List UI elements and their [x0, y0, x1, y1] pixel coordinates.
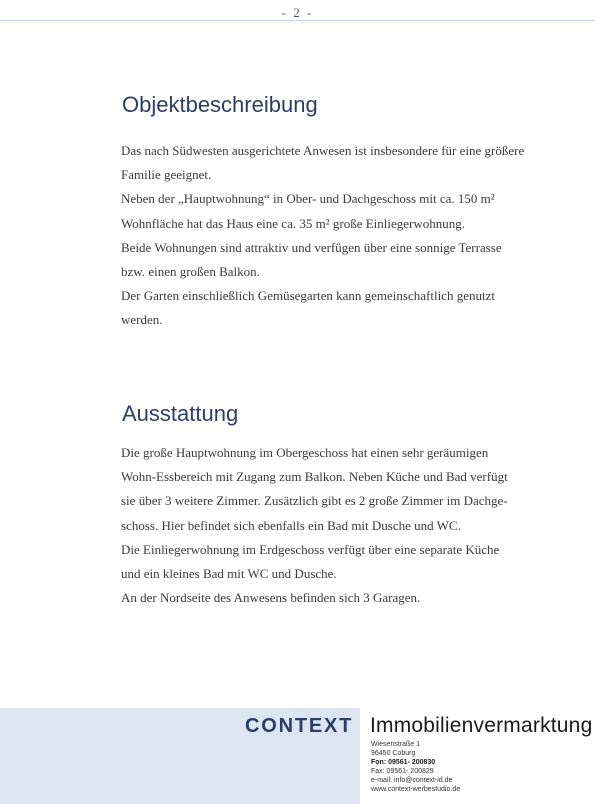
- address-street: Wiesenstraße 1: [371, 741, 421, 748]
- text-line: Wohn-Essbereich mit Zugang zum Balkon. Neben Küche und Bad verfügt: [121, 469, 508, 485]
- text-line: und ein kleines Bad mit WC und Dusche.: [121, 566, 337, 582]
- address-city: 96450 Coburg: [371, 749, 416, 757]
- text-line: An der Nordseite des Anwesens befinden sich 3 Garagen.: [121, 590, 421, 606]
- text-line: Das nach Südwesten ausgerichtete Anwesen ist insbesondere für eine größere: [121, 143, 525, 158]
- text-line: Der Garten einschließlich Gemüsegarten kann gemeinschaftlich genutzt: [121, 288, 495, 304]
- section-heading-objektbeschreibung: Objektbeschreibung: [122, 92, 318, 117]
- section-heading-ausstattung: Ausstattung: [122, 401, 239, 426]
- text-line: werden.: [121, 312, 163, 328]
- objektbeschreibung-text: [121, 139, 541, 333]
- text-line: Die große Hauptwohnung im Obergeschoss hat einen sehr geräumigen: [121, 445, 489, 460]
- text-line: Familie geeignet.: [121, 167, 212, 183]
- text-line: bzw. einen großen Balkon.: [121, 264, 260, 280]
- text-line: sie über 3 weitere Zimmer. Zusätzlich gibt es 2 große Zimmer im Dachge-: [121, 493, 508, 509]
- page-number: - 2 -: [281, 5, 314, 20]
- contact-address: [371, 741, 460, 794]
- text-line: Beide Wohnungen sind attraktiv und verfügen über eine sonnige Terrasse: [121, 239, 502, 255]
- brand-logo-context: CONTEXT: [245, 715, 354, 737]
- text-line: Die Einliegerwohnung im Erdgeschoss verfügt über eine separate Küche: [121, 541, 500, 557]
- text-line: schoss. Hier befindet sich ebenfalls ein Bad mit Dusche und WC.: [121, 517, 461, 533]
- fax: Fax: 09561- 200829: [371, 767, 434, 775]
- text-line: Wohnfläche hat das Haus eine ca. 35 m² große Einliegerwohnung.: [121, 215, 465, 231]
- brand-tagline: Immobilienvermarktung: [370, 714, 593, 737]
- phone: Fon: 09561- 200830: [371, 758, 436, 766]
- text-line: Neben der „Hauptwohnung“ in Ober- und Dachgeschoss mit ca. 150 m²: [121, 191, 495, 207]
- header-rule: [0, 20, 595, 21]
- website-link[interactable]: www.context-werbestudio.de: [371, 785, 461, 793]
- ausstattung-text: [121, 441, 541, 610]
- email-link[interactable]: e-mail: info@context-id.de: [371, 776, 453, 784]
